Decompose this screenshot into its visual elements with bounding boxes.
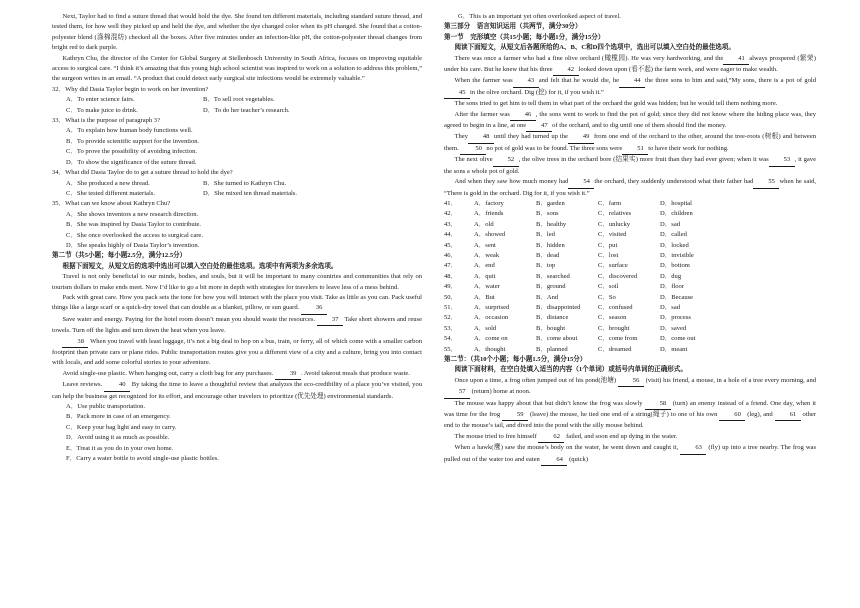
sentence: Pack with great care. How you pack sets the tone for how you will interact with the place you visit. Take as little as you can. Pack useful things like a large scarf or a quick-dry towel that can double as a blanket, pillow, or sun guard.: [52, 293, 422, 312]
option: A．But: [474, 293, 495, 301]
cloze-option-row: [444, 199, 816, 209]
blank-57: 57: [444, 387, 470, 398]
sentence: when he said, “There is gold in the orchard. Dig for it, if you wish it.”: [444, 178, 816, 197]
passage-paragraph: [444, 132, 816, 155]
section-instructions: 阅读下面短文，从短文后各题所给的A、B、C和D四个选项中，选出可以填入空白处的最佳选项。: [454, 44, 735, 52]
question-32: 32．Why did Dasia Taylor begin to work on her invention?: [52, 85, 209, 93]
option: B．hidden: [536, 241, 565, 249]
blank-40: 40: [104, 380, 130, 391]
option: F．Carry a water bottle to avoid single-use plastic bottles.: [66, 455, 219, 463]
option: C．unlucky: [598, 220, 631, 228]
passage-paragraph: [52, 337, 422, 369]
option: C．To make juice to drink.: [66, 106, 138, 114]
option: A．surprised: [474, 303, 510, 311]
passage-paragraph: Next, Taylor had to find a suture thread that would hold the dye. She found ten different materials, including standard suture thread, and tested them, for how well they picked up and held the dye, and whether the dye changed color when its pH changed. She found that a cotton-polyester blend (涤棉混纺) checked all the boxes. After five minutes under an infection-like pH, the cotton-polyester thread changes from bright red to dark purple.: [52, 13, 422, 52]
option: A．sold: [474, 324, 497, 332]
blank-47: 47: [526, 121, 552, 132]
option: D．To do her teacher’s research.: [203, 106, 290, 114]
option: D．process: [660, 314, 691, 322]
sentence: looked down upon (看不起) the farm work, and were eager to make wealth.: [578, 66, 778, 74]
passage-paragraph: The sons tried to get him to tell them in what part of the orchard the gold was hidden; but he would tell them nothing more.: [454, 100, 778, 108]
option: D．She mixed ten thread materials.: [203, 189, 297, 197]
sentence: Save water and energy. Paying for the hotel room doesn’t mean you should waste the resources.: [62, 315, 316, 323]
cloze-option-row: [444, 282, 816, 292]
option: B．top: [536, 262, 556, 270]
question-34-options: [52, 179, 422, 200]
option: B．ground: [536, 283, 566, 291]
cloze-option-row: [444, 303, 816, 313]
option: B．sons: [536, 210, 559, 218]
option: D．saved: [660, 324, 687, 332]
blank-44: 44: [619, 76, 645, 87]
sentence: The next olive: [454, 156, 493, 164]
question-number: 41．: [444, 199, 458, 207]
option: C．So: [598, 293, 616, 301]
sentence: no pot of gold was to be found. The three sons were: [486, 144, 623, 152]
sentence: , the olive trees in the orchard bore (结果实) more fruit than they had ever given; when it was: [518, 156, 769, 164]
option: A．showed: [474, 231, 506, 239]
cloze-option-row: [444, 241, 816, 251]
left-column: [52, 12, 422, 464]
option: A．To enter science fairs.: [66, 96, 135, 104]
option: C．confused: [598, 303, 633, 311]
sentence: until they had turned up the: [493, 133, 568, 141]
option: D．bottom: [660, 262, 690, 270]
option: B．come about: [536, 335, 578, 343]
option: D．She speaks highly of Dasia Taylor’s invention.: [66, 241, 200, 249]
blank-48: 48: [468, 132, 494, 143]
option: A．end: [474, 262, 495, 270]
option: C．dreamed: [598, 345, 632, 353]
sentence: The mouse was happy about that but didn’t know the frog was slowly: [454, 399, 643, 407]
option: C．She tested different materials.: [66, 189, 155, 197]
question-number: 45．: [444, 241, 458, 249]
option: C．soil: [598, 283, 619, 291]
blank-39: 39: [275, 369, 301, 380]
sentence: The mouse tried to free himself: [454, 432, 537, 440]
passage-paragraph: Travel is not only beneficial to our minds, bodies, and souls, but it will be important to many countries and communities that rely on tourism dollars to make ends meet. Now I’d like to go a bit more in depth with strategies for travelers to leave less of a mess behind.: [52, 273, 422, 291]
passage-paragraph: [52, 315, 422, 337]
option: A．weak: [474, 251, 500, 259]
section-heading: 第一节 完形填空（共15小题；每小题1分，满分15分）: [444, 33, 605, 41]
question-number: 46．: [444, 251, 458, 259]
option: G．This is an important yet often overlooked aspect of travel.: [458, 13, 621, 20]
question-number: 53．: [444, 324, 458, 332]
passage-paragraph: [52, 380, 422, 402]
sentence: , the sons went to work to find the pot of gold; since they did not know where the hiding place was, they agreed to begin in a line, at one: [444, 110, 816, 130]
option: C．To prove the possibility of avoiding infection.: [66, 148, 198, 156]
sentence: (leave) the mouse, he tied one end of a string(绳子) to one of his own: [529, 411, 718, 419]
question-number: 55．: [444, 345, 458, 353]
question-number: 52．: [444, 314, 458, 322]
option: A．To explain how human body functions well.: [66, 127, 193, 135]
option: D．dug: [660, 272, 682, 280]
question-number: 54．: [444, 335, 458, 343]
option: B．disappointed: [536, 303, 581, 311]
option: D．Avoid using it as much as possible.: [66, 434, 170, 442]
option: B．To provide scientific support for the invention.: [66, 137, 200, 145]
sentence: (return) home at noon.: [471, 388, 531, 396]
question-number: 48．: [444, 272, 458, 280]
passage-paragraph: [444, 177, 816, 199]
question-number: 44．: [444, 231, 458, 239]
sentence: Avoid single-use plastic. When hanging out, carry a cloth bag for any purchases.: [62, 369, 274, 377]
sentence: , it gave the sons a whole pot of gold.: [444, 156, 816, 175]
blank-58: 58: [645, 399, 671, 410]
question-number: 49．: [444, 283, 458, 291]
option: A．water: [474, 283, 500, 291]
sentence: always prospered (繁荣) under his care. But he knew that his three: [444, 54, 816, 74]
section-heading: 第二节（共5小题；每小题2.5分，满分12.5分）: [52, 252, 187, 260]
sentence: from one end of the orchard to the other, around the tree-roots (树根) and between them.: [444, 133, 817, 152]
blank-53: 53: [769, 155, 795, 166]
blank-62: 62: [538, 432, 564, 443]
option: A．old: [474, 220, 494, 228]
option: B．dead: [536, 251, 560, 259]
option: C．surface: [598, 262, 628, 270]
sentence: There was once a farmer who had a fine olive orchard (橄榄园). He was very hardworking, and the: [454, 54, 724, 62]
option: C．discovered: [598, 272, 638, 280]
sentence: Take short showers and reuse towels. Turn off the lights and turn down the heat when you leave.: [52, 315, 422, 335]
option: D．come out: [660, 335, 696, 343]
sentence: (fly) up into a tree nearby. The frog was pulled out of the water too and eaten: [444, 444, 816, 463]
option: B．bought: [536, 324, 566, 332]
blank-60: 60: [719, 410, 745, 421]
option: D．children: [660, 210, 693, 218]
sentence: By taking the time to leave a thoughtful review that analyzes the eco-credibility of a place you’ve visited, you can help the business get recognized for its effort, and encourage other travelers to prioritize (优先处理) environmental standards.: [52, 381, 423, 400]
option: D．locked: [660, 241, 689, 249]
option: A．come on: [474, 335, 508, 343]
question-35: 35．What can we know about Kathryn Chu?: [52, 200, 171, 208]
option: B．distance: [536, 314, 569, 322]
question-number: 42．: [444, 210, 458, 218]
blank-37: 37: [317, 315, 343, 326]
question-33: 33．What is the purpose of paragraph 3?: [52, 117, 160, 125]
blank-41: 41: [723, 54, 749, 65]
blank-49: 49: [568, 132, 594, 143]
blank-43: 43: [513, 76, 539, 87]
sentence: When a hawk(鹰) saw the mouse’s body on the water, he went down and caught it,: [454, 444, 679, 452]
passage-paragraph: [444, 432, 816, 443]
sentence: other end to the mouse’s tail, and dived into the pond with the silly mouse behind.: [444, 411, 816, 430]
option: C．brought: [598, 324, 630, 332]
option: D．invisible: [660, 251, 694, 259]
cloze-option-row: [444, 324, 816, 334]
cloze-options: [444, 199, 816, 355]
sentence: to have their work for nothing.: [648, 144, 729, 152]
seven-choice-options-continued: [444, 12, 816, 22]
sentence: the orchard, they suddenly understood what their father had: [594, 178, 754, 186]
blank-46: 46: [510, 110, 536, 121]
cloze-option-row: [444, 261, 816, 271]
option: C．visited: [598, 231, 627, 239]
option: B．planned: [536, 345, 568, 353]
sentence: (quick): [569, 455, 588, 463]
sentence: and felt that he would die, he: [538, 77, 620, 85]
right-column: [444, 12, 816, 466]
option: D．hospital: [660, 199, 693, 207]
blank-45: 45: [444, 88, 470, 99]
sentence: Once upon a time, a frog often jumped out of his pond(池塘): [454, 376, 617, 384]
cloze-option-row: [444, 293, 816, 303]
option: A．sent: [474, 241, 496, 249]
option: B．led: [536, 231, 555, 239]
cloze-option-row: [444, 230, 816, 240]
blank-51: 51: [622, 144, 648, 155]
option: A．Use public transportation.: [66, 403, 146, 411]
option: C．put: [598, 241, 618, 249]
sentence: Avoid takeout meals that produce waste.: [303, 369, 410, 377]
sentence: (leg), and: [747, 411, 773, 419]
passage-paragraph: [444, 443, 816, 466]
section-instructions: 根据下面短文，从短文后的选项中选出可以填入空白处的最佳选项。选项中有两项为多余选项。: [62, 262, 338, 270]
option: A．quit: [474, 272, 496, 280]
option: C．farm: [598, 199, 622, 207]
question-33-options: [52, 126, 422, 168]
sentence: the three sons to him and said,“My sons, there is a pot of gold: [645, 77, 816, 85]
question-number: 47．: [444, 262, 458, 270]
blank-52: 52: [493, 155, 519, 166]
section-instructions: 阅读下面材料，在空白处填入适当的内容（1个单词）或括号内单词的正确形式。: [454, 366, 687, 374]
passage-paragraph: [444, 155, 816, 177]
question-number: 51．: [444, 303, 458, 311]
option: D．sad: [660, 220, 681, 228]
sentence: (visit) his friend, a mouse, in a hole of a tree every morning, and: [645, 376, 817, 384]
cloze-option-row: [444, 220, 816, 230]
cloze-option-row: [444, 209, 816, 219]
seven-choice-options: [52, 402, 422, 464]
option: C．come from: [598, 335, 638, 343]
passage-paragraph: [444, 54, 816, 77]
blank-42: 42: [553, 65, 579, 76]
passage-paragraph: [52, 293, 422, 315]
option: C．She once overlooked the access to surgical care.: [66, 231, 203, 239]
question-32-options: [52, 95, 422, 116]
passage-paragraph: [444, 76, 816, 99]
blank-59: 59: [502, 410, 528, 421]
option: D．meant: [660, 345, 688, 353]
option: C．lost: [598, 251, 619, 259]
sentence: And when they saw how much money had: [454, 178, 569, 186]
passage-paragraph: Avoid single-use plastic. When hanging out, carry a cloth bag for any purchases. 39 . Avoid takeout meals that produce waste.: [52, 369, 422, 380]
blank-38: 38: [62, 337, 88, 348]
option: D．floor: [660, 283, 685, 291]
option: B．And: [536, 293, 559, 301]
option: B．healthy: [536, 220, 567, 228]
blank-61: 61: [775, 410, 801, 421]
blank-50: 50: [460, 144, 486, 155]
cloze-option-row: [444, 334, 816, 344]
option: D．To show the significance of the suture thread.: [66, 158, 197, 166]
option: B．She turned to Kathryn Chu.: [203, 179, 287, 187]
option: B．searched: [536, 272, 570, 280]
option: A．thought: [474, 345, 506, 353]
option: A．She shows inventors a new research direction.: [66, 210, 199, 218]
question-number: 50．: [444, 293, 458, 301]
cloze-option-row: [444, 272, 816, 282]
sentence: failed, and soon end up dying in the water.: [566, 432, 678, 440]
option: A．factory: [474, 199, 504, 207]
question-number: 43．: [444, 220, 458, 228]
sentence: in the olive orchard. Dig (挖) for it, if you wish it.”: [470, 88, 604, 96]
sentence: (turn) an enemy instead of a friend. One day, when it was time for the frog: [444, 399, 816, 419]
sentence: After the farmer was: [454, 110, 510, 118]
passage-paragraph: [444, 399, 816, 432]
sentence: When the farmer was: [454, 77, 513, 85]
option: C．relatives: [598, 210, 632, 218]
question-34: 34．What did Dasia Taylor do to get a suture thread to hold the dye?: [52, 169, 233, 177]
option: C．season: [598, 314, 627, 322]
cloze-option-row: [444, 345, 816, 355]
option: A．She produced a new thread.: [66, 179, 150, 187]
blank-64: 64: [541, 455, 567, 466]
blank-36: 36: [301, 303, 327, 314]
passage-paragraph: [444, 110, 816, 133]
blank-54: 54: [568, 177, 594, 188]
option: C．Keep your bag light and easy to carry.: [66, 423, 177, 431]
option: D．called: [660, 231, 687, 239]
blank-63: 63: [680, 443, 706, 454]
option: B．To sell root vegetables.: [203, 96, 275, 104]
option: D．sad: [660, 303, 681, 311]
option: B．She was inspired by Dasia Taylor to contribute.: [66, 221, 202, 229]
sentence: Leave reviews.: [62, 381, 103, 389]
option: A．friends: [474, 210, 504, 218]
cloze-option-row: [444, 251, 816, 261]
option: E．Treat it as you do in your own home.: [66, 444, 174, 452]
sentence: They: [454, 133, 468, 141]
passage-paragraph: [444, 376, 816, 399]
blank-56: 56: [618, 376, 644, 387]
option: B．Pack more in case of an emergency.: [66, 413, 171, 421]
option: B．garden: [536, 199, 565, 207]
option: A．occasion: [474, 314, 509, 322]
blank-55: 55: [753, 177, 779, 188]
cloze-option-row: [444, 313, 816, 323]
sentence: When you travel with least luggage, it’s not a big deal to hop on a bus, train, or ferry, all of which come with a smaller carbon footprint than private cars or plane rides. Public transportation routes give you a different view of a city and a culture, bring you into contact with locals, and add some colorful stories to your adventure.: [52, 337, 422, 367]
question-35-options: [52, 210, 422, 252]
sentence: of the orchard, and to dig until one of them should find the money.: [552, 122, 727, 130]
option: D．Because: [660, 293, 694, 301]
passage-paragraph: Kathryn Chu, the director of the Center for Global Surgery at Stellenbosch University in South Africa, focuses on improving equitable access to surgical care. “I think it’s amazing that this young high school scientist was inspired to work on a solution to address this problem,” the surgeon writes in an email. “A product that could detect early surgical site infections would be extremely valuable.”: [52, 54, 422, 83]
section-heading: 第二节：（共10个小题；每小题1.5分，满分15分）: [444, 356, 587, 363]
part-heading: 第三部分 语言知识运用（共两节，满分30分）: [444, 23, 582, 31]
